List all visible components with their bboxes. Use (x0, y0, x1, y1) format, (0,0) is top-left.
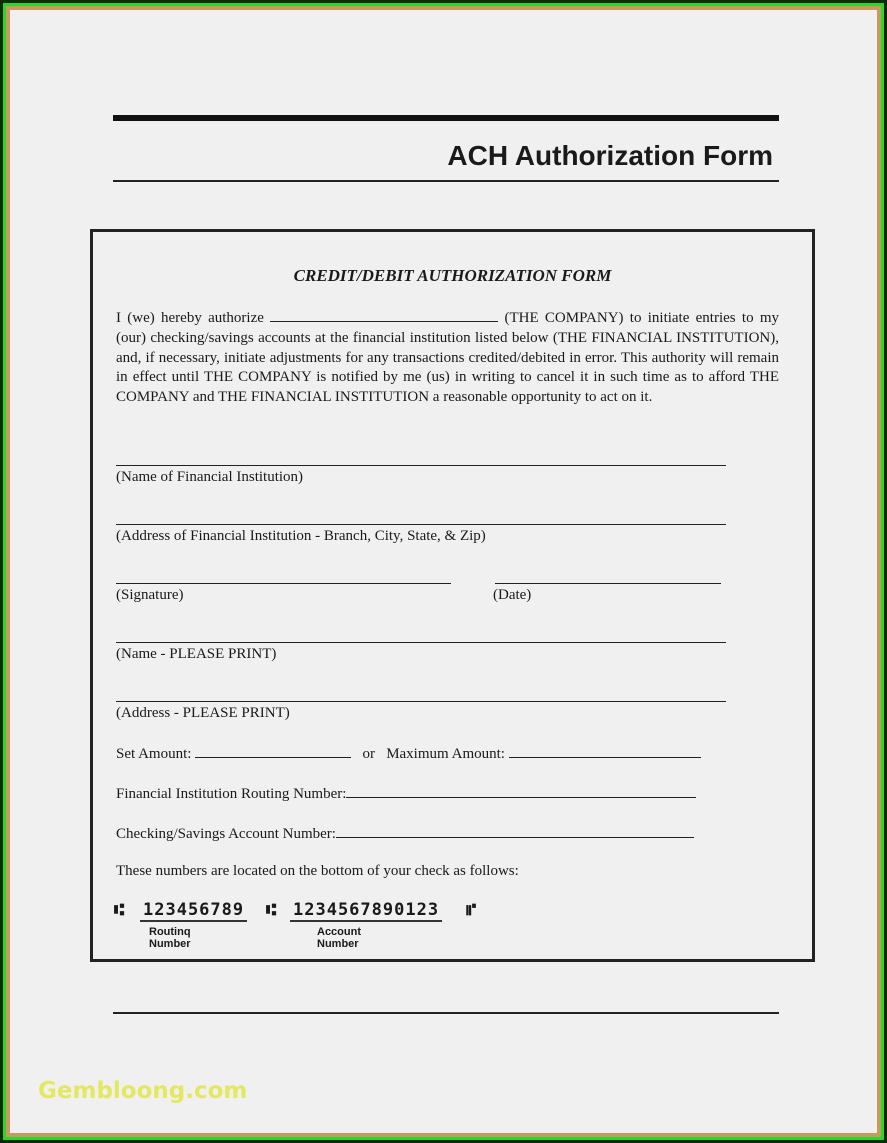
max-amount-field[interactable] (509, 744, 701, 758)
check-note: These numbers are located on the bottom of your check as follows: (116, 863, 519, 879)
form-heading: CREDIT/DEBIT AUTHORIZATION FORM (293, 266, 612, 285)
account-field[interactable] (336, 824, 694, 838)
routing-row: Financial Institution Routing Number: (116, 784, 696, 803)
account-number-label: Account Number (317, 926, 361, 950)
on-us-symbol-icon: ⑈ (466, 900, 478, 920)
account-row: Checking/Savings Account Number: (116, 824, 694, 843)
address-line[interactable] (116, 701, 726, 702)
routing-number-label: Routinq Number (149, 926, 191, 950)
authorization-paragraph: I (we) hereby authorize (THE COMPANY) to initiate entries to my (our) checking/savings accounts at the financial institution listed below (THE FINANCIAL INSTITUTION), and, if necessary, initiate adjustments for any transactions credited/debited in error. This authority will remain in effect until THE COMPANY is notified by me (us) in writing to cancel it in such time as to afford THE COMPANY and THE FINANCIAL INSTITUTION a reasonable opportunity to act on it. (116, 310, 780, 406)
institution-address-label: (Address of Financial Institution - Branch, City, State, & Zip) (116, 528, 486, 544)
transit-symbol-icon: ⑆ (266, 900, 278, 920)
form-box (90, 229, 815, 962)
page-title: ACH Authorization Form (447, 140, 773, 171)
institution-line[interactable] (116, 465, 726, 466)
set-amount-field[interactable] (195, 744, 351, 758)
name-line[interactable] (116, 642, 726, 643)
routing-field[interactable] (346, 784, 696, 798)
top-rule (113, 115, 779, 121)
name-label: (Name - PLEASE PRINT) (116, 646, 277, 662)
signature-label: (Signature) (116, 587, 184, 603)
transit-symbol-icon: ⑆ (114, 900, 126, 920)
document-page (10, 10, 877, 1133)
routing-number: 123456789 (140, 900, 247, 922)
company-blank[interactable] (270, 308, 498, 322)
watermark: Gembloong.com (38, 1078, 248, 1104)
date-line[interactable] (495, 583, 721, 584)
page-frame (3, 3, 884, 1140)
institution-address-line[interactable] (116, 524, 726, 525)
institution-label: (Name of Financial Institution) (116, 469, 304, 485)
bottom-rule (113, 1012, 779, 1014)
amount-row: Set Amount: or Maximum Amount: (116, 744, 701, 763)
date-label: (Date) (493, 587, 532, 603)
signature-line[interactable] (116, 583, 451, 584)
account-number: 1234567890123 (290, 900, 442, 922)
address-label: (Address - PLEASE PRINT) (116, 705, 290, 721)
title-rule (113, 180, 779, 182)
